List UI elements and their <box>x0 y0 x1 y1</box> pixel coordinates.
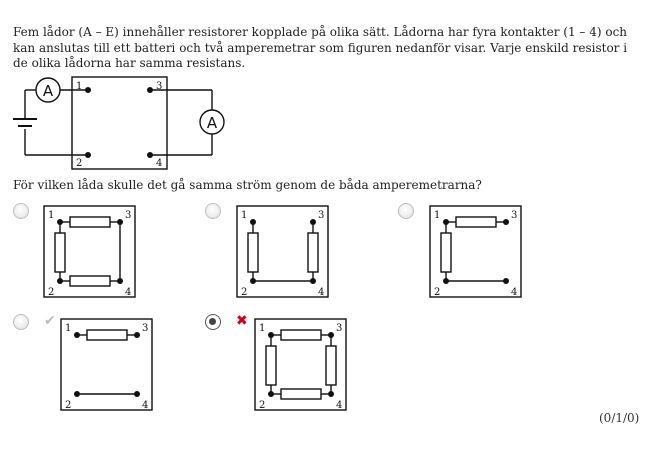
terminal-label: 4 <box>336 400 343 411</box>
question-intro: Fem lådor (A – E) innehåller resistorer kopplade på olika sätt. Lådorna har fyra kontakter (1 – 4) och kan anslutas till ett batteri och två amperemetrar som figuren nedanför visar. Varje enskild resistor i de olika lådorna har samma resistans. <box>13 25 628 70</box>
ammeter-left-label: A <box>42 82 54 100</box>
option-a-diagram[interactable] <box>43 205 136 298</box>
terminal-label: 4 <box>156 158 163 169</box>
option-a-radio[interactable] <box>13 203 29 219</box>
option-c-diagram[interactable] <box>429 205 522 298</box>
terminal-label: 2 <box>259 400 266 411</box>
option-b-diagram[interactable] <box>236 205 329 298</box>
terminal-label: 2 <box>241 287 248 298</box>
terminal-label: 1 <box>259 323 266 334</box>
terminal-label: 1 <box>241 210 248 221</box>
question-prompt: För vilken låda skulle det gå samma ström genom de båda amperemetrarna? <box>13 178 482 192</box>
terminal-label: 4 <box>511 287 518 298</box>
option-b-radio[interactable] <box>205 203 221 219</box>
terminal-label: 2 <box>48 287 55 298</box>
score-label: (0/1/0) <box>599 411 640 425</box>
terminal-label: 4 <box>142 400 149 411</box>
option-d-diagram[interactable] <box>60 318 153 411</box>
incorrect-cross-icon: ✖ <box>236 313 248 329</box>
option-e-diagram[interactable] <box>254 318 347 411</box>
terminal-label: 4 <box>125 287 132 298</box>
option-e-radio[interactable] <box>205 314 221 330</box>
terminal-label: 3 <box>125 210 132 221</box>
terminal-label: 2 <box>434 287 441 298</box>
ammeter-right-label: A <box>206 114 218 132</box>
terminal-label: 1 <box>434 210 441 221</box>
terminal-label: 3 <box>156 81 163 92</box>
terminal-label: 3 <box>142 323 149 334</box>
terminal-label: 2 <box>76 158 83 169</box>
terminal-label: 1 <box>65 323 72 334</box>
terminal-label: 3 <box>318 210 325 221</box>
terminal-label: 2 <box>65 400 72 411</box>
option-c-radio[interactable] <box>398 203 414 219</box>
option-d-radio[interactable] <box>13 314 29 330</box>
terminal-label: 3 <box>511 210 518 221</box>
terminal-label: 4 <box>318 287 325 298</box>
terminal-label: 1 <box>48 210 55 221</box>
correct-check-icon: ✔ <box>44 313 56 329</box>
terminal-label: 3 <box>336 323 343 334</box>
terminal-label: 1 <box>76 81 83 92</box>
